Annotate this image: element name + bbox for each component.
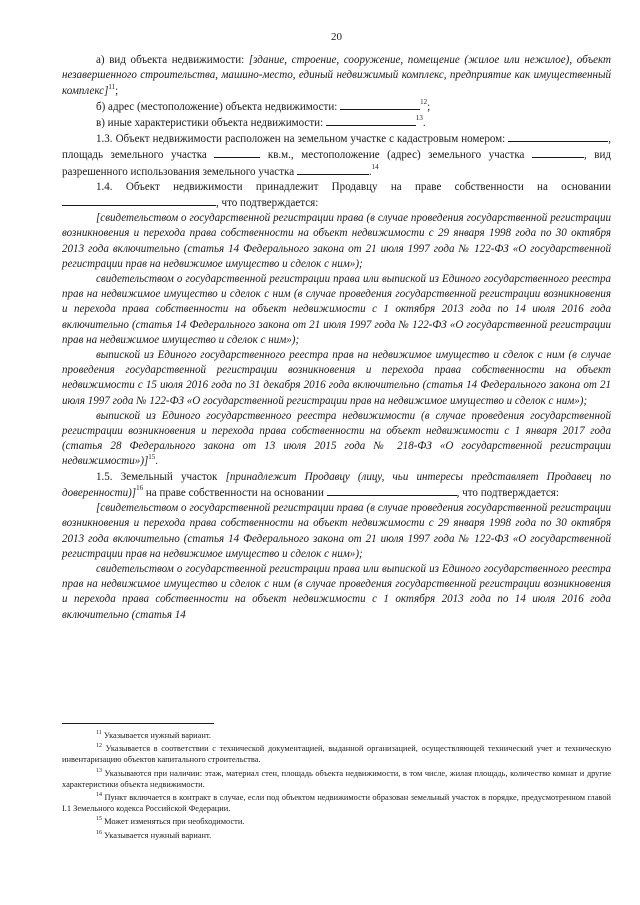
p14-option-4: выпиской из Единого государственного реестра недвижимости (в случае проведения государственной регистрации возникновения и перехода права собственности на объект недвижимости с 1 января 2017 года (статья 28 Федерального закона от 13 июля 2015 года № 218-ФЗ «О государственной регистрации недвижимости»)] [62,409,611,468]
item-b-address [62,99,611,115]
footnotes-section [62,723,611,843]
p15-text-3: , что подтверждается: [456,486,559,499]
characteristics-blank-field[interactable] [326,115,416,126]
p13-end: . [368,165,372,178]
item-b-text: б) адрес (местоположение) объекта недвижимости: [96,100,341,113]
footnote-ref-14: 14 [371,162,379,171]
cadastral-number-blank[interactable] [508,131,608,142]
footnote-ref-11: 11 [108,82,116,91]
p14-option-2: свидетельством о государственной регистрации права или выпиской из Единого государственного реестра прав на недвижимое имущество и сделок с ним (в случае проведения государственной регистрации возникновения и перехода права собственности на объект недвижимости с 1 октября 2013 года по 14 июля 2016 года включительно (статья 14 Федерального закона от 21 июля 1997 года № 122-ФЗ «О государственной регистрации прав на недвижимое имущество и сделок с ним»); [62,273,611,346]
p14-text-2: , что подтверждается: [216,197,319,210]
footnote-ref-13: 13 [415,114,423,123]
p15-options: [принадлежит Продавцу (лицу, чьи интересы представляет Продавец по доверенности)] [62,470,611,499]
footnote-ref-12: 12 [420,97,428,106]
p13-text-4: , вид разрешенного использования земельного участка [62,149,611,178]
ownership-basis-blank[interactable] [62,195,216,206]
item-c-end: . [422,117,426,130]
permitted-use-blank[interactable] [297,164,369,175]
footnote-text: Пункт включается в контракт в случае, если под объектом недвижимости образован земельный участок в порядке, предусмотренном главой I.1 Земельного кодекса Российской Федерации. [62,793,611,814]
footnote-ref-15: 15 [148,453,156,462]
footnote-number: 16 [96,829,102,836]
p15-text-2: на праве собственности на основании [143,486,327,499]
footnote-13 [62,768,611,790]
footnote-text: Указывается нужный вариант. [101,731,211,740]
footnote-number: 13 [96,767,102,774]
item-a-prefix: а) вид объекта недвижимости: [96,54,249,67]
footnote-number: 14 [96,792,102,799]
p14-text-1: 1.4. Объект недвижимости принадлежит Продавцу на праве собственности на основании [96,180,611,193]
footnote-text: Может изменяться при необходимости. [102,817,245,827]
address-blank-field[interactable] [340,99,420,110]
footnote-12 [62,743,611,765]
footnote-number: 15 [96,816,102,823]
document-page [62,30,611,623]
item-c-text: в) иные характеристики объекта недвижимости: [96,117,326,130]
footnote-separator [62,723,214,724]
footnote-text: Указываются при наличии: этаж, материал стен, площадь объекта недвижимости, в том числе, жилая площадь, количество комнат и другие характеристики объекта недвижимости. [62,768,611,789]
p13-text-3: кв.м., местоположение (адрес) земельного участка [260,149,532,162]
item-c-characteristics [62,115,611,131]
item-a-object-type: а) вид объекта недвижимости: [здание, строение, сооружение, помещение (жилое или нежилое), объект незавершенного строительства, машино-место, единый недвижимый комплекс, предприятие как имущественный комплекс]$^{11}$; [62,54,611,97]
footnote-text: Указывается в соответствии с технической документацией, выданной организацией, осуществляющей технический учет и техническую инвентаризацию объектов капитального строительства. [62,744,611,765]
item-b-end: ; [427,100,431,113]
footnote-text: Указывается нужный вариант. [102,830,212,840]
p13-text-1: 1.3. Объект недвижимости расположен на земельном участке с кадастровым номером: [96,133,509,146]
footnote-14 [62,792,611,814]
p15-option-1: [свидетельством о государственной регистрации права (в случае проведения государственной регистрации возникновения и перехода права собственности на объект недвижимости с 29 января 1998 года по 30 октября 2013 года включительно (статья 14 Федерального закона от 21 июля 1997 года № 122-ФЗ «О государственной регистрации прав на недвижимое имущество и сделок с ним»); [62,502,611,560]
footnote-11 [62,730,611,741]
p14-option-4-end: . [155,455,159,468]
item-a-options: [здание, строение, сооружение, помещение (жилое или нежилое), объект незавершенного строительства, машино-место, единый недвижимый комплекс, предприятие как имущественный комплекс] [62,54,611,97]
footnote-ref-16: 16 [136,483,144,492]
p14-option-3: выпиской из Единого государственного реестра прав на недвижимое имущество и сделок с ним (в случае проведения государственной регистрации возникновения и перехода права собственности на объект недвижимости с 15 июля 2016 года по 31 декабря 2016 года включительно (статья 14 Федерального закона от 21 июля 1997 года № 122-ФЗ «О государственной регистрации прав на недвижимое имущество и сделок с ним»); [62,349,611,407]
land-location-blank[interactable] [532,147,584,158]
paragraph-1-3 [62,131,611,180]
p13-text-2: , площадь земельного участка [62,133,611,162]
footnote-number: 11 [96,730,102,736]
p14-option-1: [свидетельством о государственной регистрации права (в случае проведения государственной регистрации возникновения и перехода права собственности на объект недвижимости с 29 января 1998 года по 30 октября 2013 года включительно (статья 14 Федерального закона от 21 июля 1997 года № 122-ФЗ «О государственной регистрации прав на недвижимое имущество и сделок с ним»); [62,212,611,270]
p15-option-2: свидетельством о государственной регистрации права или выпиской из Единого государственного реестра прав на недвижимое имущество и сделок с ним (в случае проведения государственной регистрации возникновения и перехода права собственности на объект недвижимости с 1 октября 2013 года по 14 июля 2016 года включительно (статья 14 [62,562,611,621]
paragraph-1-4 [62,180,611,211]
land-ownership-basis-blank[interactable] [327,485,457,496]
page-number: 20 [331,31,342,43]
p14-option-4-wrapper [62,409,611,470]
footnote-16 [62,830,611,841]
footnote-number: 12 [96,743,102,750]
footnote-15 [62,816,611,827]
p15-text-1: 1.5. Земельный участок [96,470,226,483]
paragraph-1-5 [62,470,611,501]
land-area-blank[interactable] [214,147,260,158]
